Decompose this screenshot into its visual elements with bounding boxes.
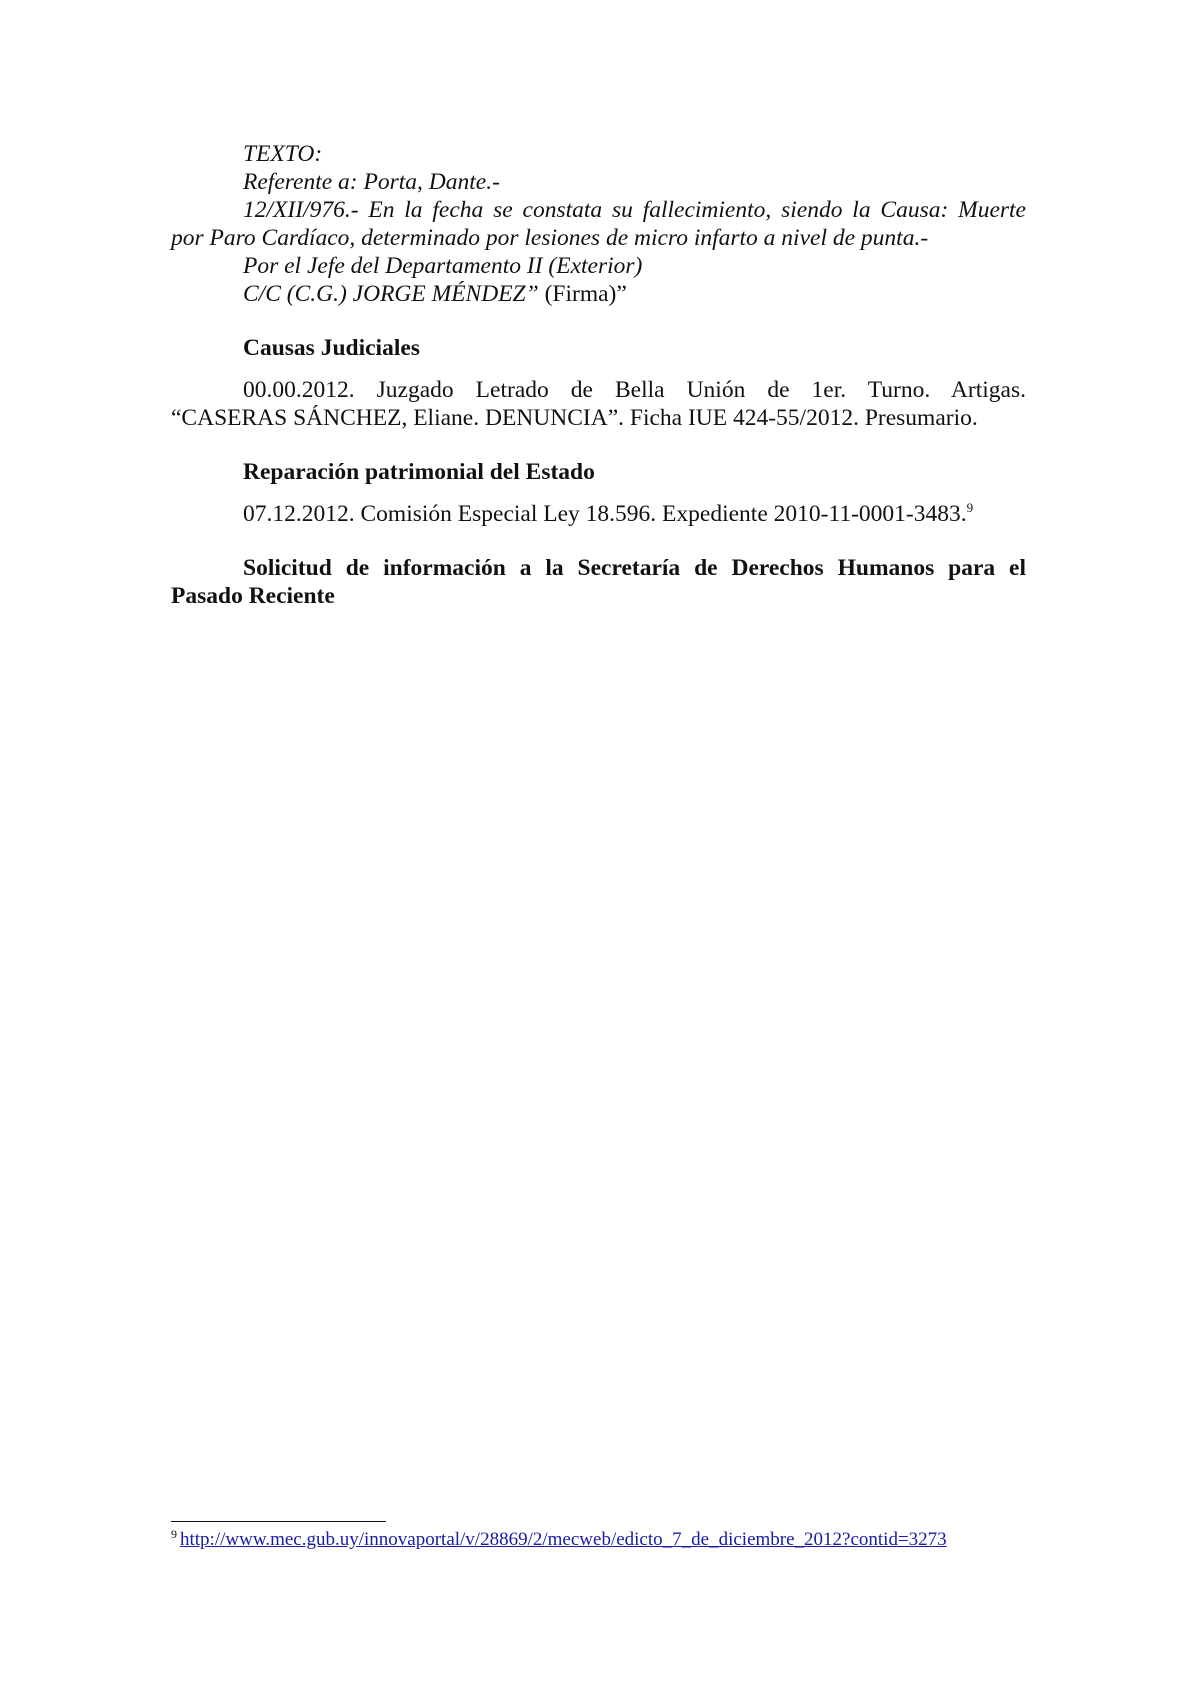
quote-line-referente: Referente a: Porta, Dante.-	[243, 169, 500, 195]
signature-note: (Firma)”	[538, 281, 627, 307]
quote-line-texto: TEXTO:	[243, 141, 323, 167]
section-heading-causas: Causas Judiciales	[243, 335, 420, 361]
quote-line-causa: por Paro Cardíaco, determinado por lesiones de micro infarto a nivel de punta.-	[171, 225, 929, 251]
signature-name: C/C (C.G.) JORGE MÉNDEZ”	[243, 281, 539, 307]
quote-line-fecha: 12/XII/976.- En la fecha se constata su fallecimiento, siendo la Causa: Muerte	[243, 197, 1026, 223]
section-heading-reparacion: Reparación patrimonial del Estado	[243, 459, 595, 485]
footnote-reference[interactable]: 9	[966, 500, 974, 515]
footnote-link[interactable]: http://www.mec.gub.uy/innovaportal/v/28869/2/mecweb/edicto_7_de_diciembre_2012?contid=3273	[180, 1529, 947, 1550]
footnote-separator	[171, 1521, 386, 1522]
document-body	[171, 140, 1026, 610]
footnote	[171, 1528, 1026, 1552]
footnote-number: 9	[171, 1527, 177, 1541]
section-heading-solicitud-line-2: Pasado Reciente	[171, 583, 335, 609]
quote-line-firma	[171, 280, 1026, 308]
reparacion-text	[171, 500, 1026, 528]
quote-line-jefe: Por el Jefe del Departamento II (Exterior)	[243, 253, 643, 279]
reparacion-body: 07.12.2012. Comisión Especial Ley 18.596. Expediente 2010-11-0001-3483.	[243, 501, 967, 527]
section-heading-solicitud-line-1: Solicitud de información a la Secretaría de Derechos Humanos para el	[243, 555, 1026, 581]
causas-line-2: “CASERAS SÁNCHEZ, Eliane. DENUNCIA”. Ficha IUE 424-55/2012. Presumario.	[171, 405, 978, 431]
causas-line-1: 00.00.2012. Juzgado Letrado de Bella Unión de 1er. Turno. Artigas.	[243, 377, 1026, 403]
